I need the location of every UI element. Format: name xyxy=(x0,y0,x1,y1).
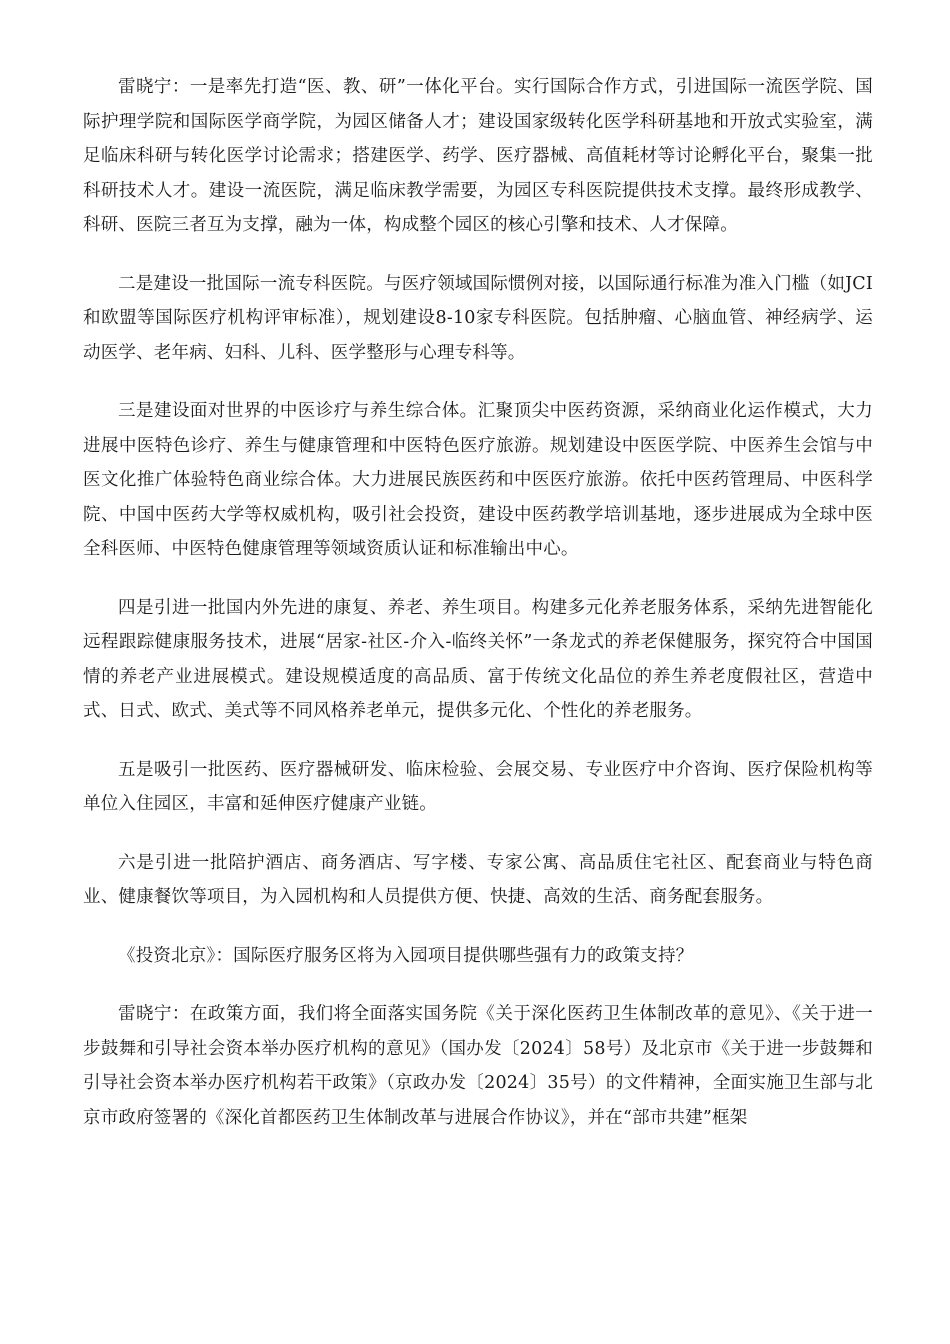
paragraph-answer-3: 三是建设面对世界的中医诊疗与养生综合体。汇聚顶尖中医药资源，采纳商业化运作模式，大力进展中医特色诊疗、养生与健康管理和中医特色医疗旅游。规划建设中医医学院、中医养生会馆与中医文化推广体验特色商业综合体。大力进展民族医药和中医医疗旅游。依托中医药管理局、中医科学院、中国中医药大学等权威机构，吸引社会投资，建设中医药教学培训基地，逐步进展成为全球中医全科医师、中医特色健康管理等领域资质认证和标准输出中心。 xyxy=(83,401,873,559)
paragraph-answer-5: 五是吸引一批医药、医疗器械研发、临床检验、会展交易、专业医疗中介咨询、医疗保险机构等单位入住园区，丰富和延伸医疗健康产业链。 xyxy=(83,759,873,814)
paragraph-answer-1: 雷晓宁：一是率先打造“医、教、研”一体化平台。实行国际合作方式，引进国际一流医学院、国际护理学院和国际医学商学院，为园区储备人才；建设国家级转化医学科研基地和开放式实验室，满足临床科研与转化医学讨论需求；搭建医学、药学、医疗器械、高值耗材等讨论孵化平台，聚集一批科研技术人才。建设一流医院，满足临床教学需要，为园区专科医院提供技术支撑。最终形成教学、科研、医院三者互为支撑，融为一体，构成整个园区的核心引擎和技术、人才保障。 xyxy=(83,77,873,235)
document-body xyxy=(83,70,873,1159)
paragraph-policy-answer: 雷晓宁：在政策方面，我们将全面落实国务院《关于深化医药卫生体制改革的意见》、《关于进一步鼓舞和引导社会资本举办医疗机构的意见》（国办发〔2024〕58号）及北京市《关于进一步鼓舞和引导社会资本举办医疗机构若干政策》（京政办发〔2024〕35号）的文件精神，全面实施卫生部与北京市政府签署的《深化首都医药卫生体制改革与进展合作协议》，并在“部市共建”框架 xyxy=(83,1004,873,1128)
paragraph-answer-2: 二是建设一批国际一流专科医院。与医疗领域国际惯例对接，以国际通行标准为准入门槛（如JCI和欧盟等国际医疗机构评审标准），规划建设8-10家专科医院。包括肿瘤、心脑血管、神经病学、运动医学、老年病、妇科、儿科、医学整形与心理专科等。 xyxy=(83,273,873,363)
paragraph-answer-6: 六是引进一批陪护酒店、商务酒店、写字楼、专家公寓、高品质住宅社区、配套商业与特色商业、健康餐饮等项目，为入园机构和人员提供方便、快捷、高效的生活、商务配套服务。 xyxy=(83,852,873,907)
paragraph-question: 《投资北京》：国际医疗服务区将为入园项目提供哪些强有力的政策支持？ xyxy=(118,945,694,966)
paragraph-answer-4: 四是引进一批国内外先进的康复、养老、养生项目。构建多元化养老服务体系，采纳先进智能化远程跟踪健康服务技术，进展“居家-社区-介入-临终关怀”一条龙式的养老保健服务，探究符合中国国情的养老产业进展模式。建设规模适度的高品质、富于传统文化品位的养生养老度假社区，营造中式、日式、欧式、美式等不同风格养老单元，提供多元化、个性化的养老服务。 xyxy=(83,597,873,721)
